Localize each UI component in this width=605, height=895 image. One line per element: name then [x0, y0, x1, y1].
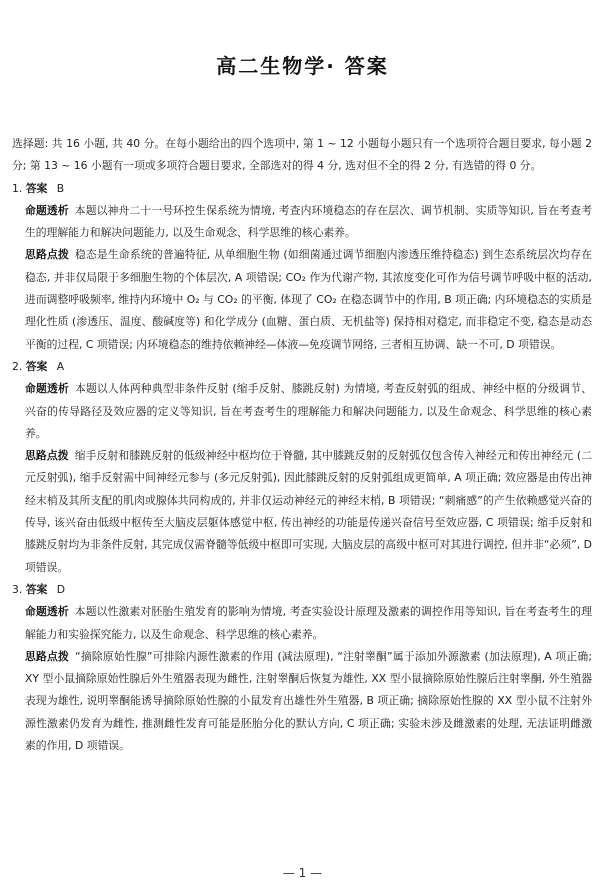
page-number: — 1 — — [282, 866, 323, 880]
hint-text: “摘除原始性腺”可排除内源性激素的作用 (减法原理), “注射睾酮”属于添加外源激素 (加法原理), A 项正确; XY 型小鼠摘除原始性腺后外生殖器表现为雌性, 注射睾酮后恢复为雄性, XX 型小鼠摘除原始性腺后注射睾酮, 外生殖器表现为雄性, 说明睾酮能诱导摘除原始性腺的小鼠发育出雄性外生殖器, B 项正确; 摘除原始性腺的 XX 型小鼠不注射外源性激素仍发育为雌性, 推测雌性发育可能是胚胎分化的默认方向, C 项正确; 实验未涉及雌激素的处理, 无法证明雌激素的作用, D 项错误。 — [25, 649, 592, 753]
question-1-answer — [12, 178, 592, 200]
page-title: 高二生物学· 答案 — [216, 54, 389, 78]
answer-label: 答案 — [25, 181, 48, 195]
question-number: 1. — [12, 181, 23, 195]
analysis-text: 本题以性激素对胚胎生殖发育的影响为情境, 考查实验设计原理及激素的调控作用等知识, 旨在考查考生的理解能力和实验探究能力, 以及生命观念、科学思维的核心素养。 — [25, 605, 593, 641]
answer-value: A — [56, 359, 65, 373]
answer-value: D — [56, 582, 66, 596]
hint-text: 缩手反射和膝跳反射的低级神经中枢均位于脊髓, 其中膝跳反射的反射弧仅包含传入神经元和传出神经元 (二元反射弧), 缩手反射需中间神经元参与 (多元反射弧), 因此膝跳反射的反射弧组成更简单, A 项正确; 效应器是由传出神经末梢及其所支配的肌肉或腺体共同构成的, 并非仅运动神经元的神经末梢, B 项错误; “刺痛感”的产生依赖感觉兴奋的传导, 该兴奋由低级中枢传至大脑皮层躯体感觉中枢, 传出神经的功能是传递兴奋信号至效应器, C 项错误; 缩手反射和膝跳反射均为非条件反射, 其完成仅需脊髓等低级中枢即可实现, 大脑皮层的高级中枢可对其进行调控, 但并非“必须”, D 项错误。 — [25, 449, 592, 574]
analysis-label: 命题透析 — [25, 605, 69, 619]
question-2-analysis — [12, 378, 592, 445]
question-3-answer — [12, 579, 592, 601]
question-2-answer — [12, 356, 592, 378]
hint-label: 思路点拨 — [25, 649, 70, 663]
question-2-hint — [12, 445, 592, 579]
answer-content — [12, 133, 592, 757]
analysis-text: 本题以人体两种典型非条件反射 (缩手反射、膝跳反射) 为情境, 考查反射弧的组成、神经中枢的分级调节、兴奋的传导路径及效应器的定义等知识, 旨在考查考生的理解能力和解决问题能力, 以及生命观念、科学思维的核心素养。 — [25, 382, 593, 440]
answer-label: 答案 — [25, 359, 48, 373]
question-3-analysis — [12, 601, 592, 646]
answer-value: B — [56, 181, 65, 195]
hint-label: 思路点拨 — [25, 449, 69, 463]
question-3-hint — [12, 646, 592, 757]
analysis-label: 命题透析 — [25, 382, 69, 396]
hint-text: 稳态是生命系统的普遍特征, 从单细胞生物 (如细菌通过调节细胞内渗透压维持稳态) 到生态系统层次均存在稳态, 并非仅局限于多细胞生物的个体层次, A 项错误; CO₂ 作为代谢产物, 其浓度变化可作为信号调节呼吸中枢的活动, 进而调整呼吸频率, 维持内环境中 O₂ 与 CO₂ 的平衡, 体现了 CO₂ 在稳态调节中的作用, B 项正确; 内环境稳态的实质是理化性质 (渗透压、温度、酸碱度等) 和化学成分 (血糖、蛋白质、无机盐等) 保持相对稳定, 而非稳定不变, 稳态是动态平衡的过程, C 项错误; 内环境稳态的维持依赖神经—体液—免疫调节网络, 三者相互协调、缺一不可, D 项错误。 — [25, 248, 593, 351]
question-number: 3. — [12, 582, 23, 596]
hint-label: 思路点拨 — [25, 248, 69, 262]
question-1-analysis — [12, 200, 592, 245]
intro-paragraph: 选择题: 共 16 小题, 共 40 分。在每小题给出的四个选项中, 第 1 ~ 12 小题每小题只有一个选项符合题目要求, 每小题 2 分; 第 13 ~ 16 小题有一项或多项符合题目要求, 全部选对的得 4 分, 选对但不全的得 2 分, 有选错的得 0 分。 — [12, 137, 592, 173]
analysis-label: 命题透析 — [25, 203, 69, 217]
analysis-text: 本题以神舟二十一号环控生保系统为情境, 考查内环境稳态的存在层次、调节机制、实质等知识, 旨在考查考生的理解能力和解决问题能力, 以及生命观念、科学思维的核心素养。 — [25, 203, 593, 240]
question-1-hint — [12, 244, 592, 355]
question-number: 2. — [12, 359, 23, 373]
answer-label: 答案 — [25, 582, 48, 596]
